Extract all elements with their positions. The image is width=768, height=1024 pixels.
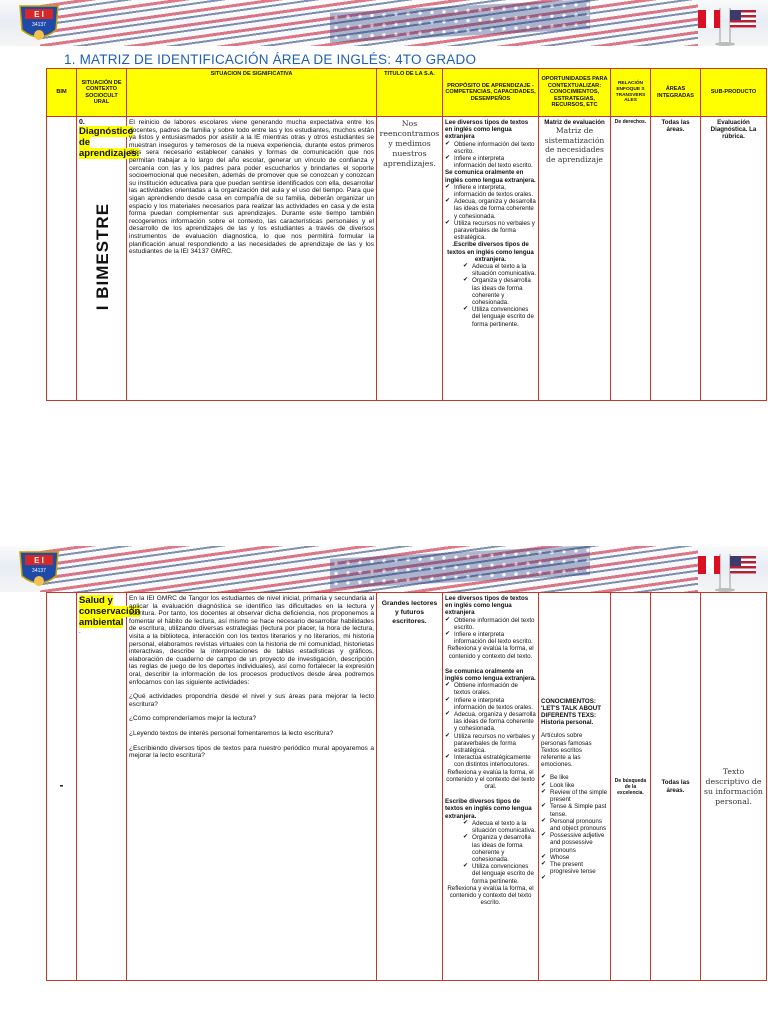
opportunities-title: Matriz de evaluación [544,119,605,126]
sa-title: Grandes lectores y futuros escritores. [377,593,443,981]
column-header: ÁREAS INTEGRADAS [651,69,701,117]
guiding-question: ¿Cómo comprenderíamos mejor la lectura? [129,715,257,723]
guiding-question: ¿Leyendo textos de interés personal fomentaremos la lecto escritura? [129,729,334,737]
capacity-list [445,617,536,646]
product-text: Evaluación Diagnóstica. La rúbrica. [701,117,767,401]
svg-text:E I: E I [34,556,44,565]
competence-title: Se comunica oralmente en inglés como lengua extranjera. [445,667,536,683]
column-header: BIM [47,69,77,117]
capacity-list [445,184,536,242]
situation-text: En la IEI GMRC de Tangor los estudiantes de nivel inicial, primaria y secundaria al aplicar la evaluación diagnóstica se identifico las dificultades en la lectura y escritura. Por tanto, los docentes al observar dicha deficiencia, nos proponemos a fomentar el hábito de lectura, así mismo se hace necesario desarrollar habilidades de escritura, utilizando diversas estrategias (lectura por placer, la hora de lectura, visita a la biblioteca, interacción con los textos literarios y no literarios, mi historia personal, elaboramos revistas virtuales con la historia de mi comunidad, historietas interactivas, describe la interpretaciones de tablas estadísticas y gráficos, elaboración de cuaderno de campo de un proyecto de investigación, descripción las reglas de juego de los deportes individuales), así como fortalecer la expresión oral, describir la información de los procesos productivos desde área podremos enfocarnos con las siguiente actividades: [129,595,374,686]
opportunities-cell [539,117,611,401]
purpose-cell [443,593,539,981]
list-item: ✔ Organiza y desarrolla las ideas de forma coherente y cohesionada. [463,277,536,306]
list-item: ✔ Obtiene información del texto escrito. [445,617,536,631]
capacity-list [445,682,536,768]
context-dot: . [79,628,81,635]
competence-title: .Escribe diversos tipos de textos en inglés como lengua extranjera. [447,241,534,263]
opportunities-text: Artículos sobre personas famosas Textos escritos referente a las emociones. [541,732,592,769]
identification-matrix-table-continued [46,592,767,981]
opportunities-subheading: 'LET'S TALK ABOUT DIFERENTS TEXS: Historia personal. [541,704,601,727]
competence-title: Escribe diversos tipos de textos en inglés como lengua extranjera. [445,798,532,820]
bimester-cell [47,593,77,981]
list-item: ✔ Infiere e interpreta, información de textos orales. [445,184,536,198]
context-number: 0. [79,119,85,126]
guiding-question: ¿Qué actividades propondría desde el nivel y sus áreas para mejorar la lecto escritura? [129,693,374,708]
identification-matrix-table [46,68,767,401]
list-item: ✔ Adecua el texto a la situación comunicativa. [463,820,536,834]
enfoque-text: De derechos. [611,117,651,401]
list-item: ✔ Infiere e interpreta información del texto escrito. [445,631,536,645]
purpose-cell [443,117,539,401]
situation-text: El reinicio de labores escolares viene generando mucha expectativa entre los docentes, padres de familia y sobre todo entre las y los estudiantes, muchos están ya listos y entusiasmados por asistir a la IE mientras otras y otros estudiantes se muestran inseguros y temerosos de la nueva experiencia, durante estos primeros días sera necesario establecer canales y formas de comunicación que nos permitan trabajar a lo largo del año escolar, generar un vínculo de confianza y cercanía con las y los padres para poder escucharlos y brindarles el soporte socioemocional que necesiten, además de promover que se conozcan y conozcan su institución educativa para que puedan sentirse identificados con ella, desarrollar las actividades orientadas a la organización del aula y el uso del tiempo. Para que sigan aprendiendo desde casa en compañía de su familia, deberán organizar un espacio y los materiales necesarios para realizar las actividades en casa y de esta forma puedan complementar sus aprendizajes. Durante este tiempo también recogeremos información sobre el contexto, las características personales y el desarrollo de los aprendizajes de las y los estudiantes a través de diversos instrumentos de evaluación diagnostica, lo que nos permitirá formular la planificación anual respondiendo a las necesidades de aprendizaje de las y los estudiantes de la IEI 34137 GMRC. [127,117,377,401]
school-logo-icon [16,4,62,44]
list-item: ✔ Infiere e interpreta información de textos orales. [445,697,536,711]
column-header: SITUACION DE SIGNIFICATIVA [127,69,377,117]
context-label: Salud y conservación ambiental [79,595,141,628]
list-item: ✔ Utiliza convenciones del lenguaje escrito de forma pertinente. [463,306,536,328]
sa-title: Nos reencontramos y medimos nuestros aprendizajes. [377,117,443,401]
opportunities-heading: CONOCIMIENTOS: [541,697,596,705]
competence-title: Se comunica oralmente en inglés como lengua extranjera. [445,169,536,184]
list-item: ✔ Possessive adjetive and possessive pronouns [541,832,608,854]
opportunities-text: Matriz de sistematización de necesidades de aprendizaje [544,126,605,164]
table-header-row [47,69,767,117]
list-item: ✔ The present progresive tense [541,861,608,875]
column-header: OPORTUNIDADES PARA CONTEXTUALIZAR: CONOCIMIENTOS, ESTRATEGIAS, RECURSOS, ETC [539,69,611,117]
list-item: ✔ Utiliza recursos no verbales y paraverbales de forma estratégica. [445,220,536,242]
competence-title: Lee diversos tipos de textos en inglés como lengua extranjera [445,119,529,141]
column-header: SITUACIÓN DE CONTEXTO SOCIOCULT URAL [77,69,127,117]
competence-title: Lee diversos tipos de textos en inglés como lengua extranjera [445,595,529,617]
school-logo-icon [16,550,62,590]
list-item: ✔ Utiliza convenciones del lenguaje escrito de forma pertinente. [463,863,536,885]
capacity-list [445,820,536,885]
list-item: ✔ Adecua, organiza y desarrolla las ideas de forma coherente y cohesionada. [445,198,536,220]
capacity-list [445,141,536,170]
context-cell [77,593,141,981]
bimester-label: - [59,777,64,792]
column-header: RELACIÓN ENFOQUE S TRANSVERS ALES [611,69,651,117]
column-header: SUB-PRODUCTO [701,69,767,117]
list-item: ✔ Be like [541,774,608,781]
svg-text:E I: E I [34,10,44,19]
competence-note: Reflexiona y evalúa la forma, el contenido y contexto del texto. [447,645,534,660]
list-item: ✔ Whose [541,854,608,861]
peru-usa-flags-icon [690,2,760,46]
situation-cell [127,593,377,981]
column-header: PROPÓSITO DE APRENDIZAJE - COMPETENCIAS, CAPACIDADES, DESEMPEÑOS [443,69,539,117]
list-item: ✔ Utiliza recursos no verbales y paraverbales de forma estratégica. [445,733,536,755]
list-item: ✔ Organiza y desarrolla las ideas de forma coherente y cohesionada. [463,834,536,863]
header-banner [0,546,768,592]
list-item: ✔ Interactúa estratégicamente con distintos interlocutores. [445,754,536,768]
bimester-label: I BIMESTRE [93,202,113,311]
context-label: Diagnóstico de aprendizajes. [79,126,140,160]
list-item: ✔ Obtiene información de textos orales. [445,682,536,696]
list-item: ✔ Tense & Simple past tense. [541,803,608,817]
competence-note: Reflexiona y evalúa la forma, el contenido y contexto del texto escrito. [447,884,534,907]
list-item: ✔ Look like [541,782,608,789]
opportunities-cell [539,593,611,981]
svg-text:34137: 34137 [32,22,46,28]
header-banner [0,0,768,46]
table-row [47,593,767,981]
list-item: ✔ Infiere e interpreta información del texto escrito. [445,155,536,169]
table-row [47,117,767,401]
column-header: TITULO DE LA S.A. [377,69,443,117]
guiding-question: ¿Escribiendo diversos tipos de textos para nuestro periódico mural apoyaremos a mejorar la lecto escritura? [129,744,374,760]
product-text: Texto descriptivo de su información personal. [701,593,767,981]
grammar-list [541,774,608,875]
areas-text: Todas las áreas. [651,117,701,401]
list-item: ✔ Adecua el texto a la situación comunicativa. [463,263,536,277]
list-item: ✔ Personal pronouns and object pronouns [541,818,608,832]
competence-note: Reflexiona y evalúa la forma, el contenido y el contexto del texto oral. [446,768,535,791]
peru-usa-flags-icon [690,548,760,592]
list-item: ✔ Adecua, organiza y desarrolla las ideas de forma coherente y cohesionada. [445,711,536,733]
svg-text:34137: 34137 [32,568,46,574]
list-item: ✔ Review of the simple present [541,789,608,803]
page-title: 1. MATRIZ DE IDENTIFICACIÓN ÁREA DE INGLÉS: 4TO GRADO [64,52,477,67]
areas-text: Todas las áreas. [651,593,701,981]
capacity-list [445,263,536,328]
list-item: ✔ Obtiene información del texto escrito. [445,141,536,155]
enfoque-text: De búsqueda de la excelencia. [611,593,651,981]
